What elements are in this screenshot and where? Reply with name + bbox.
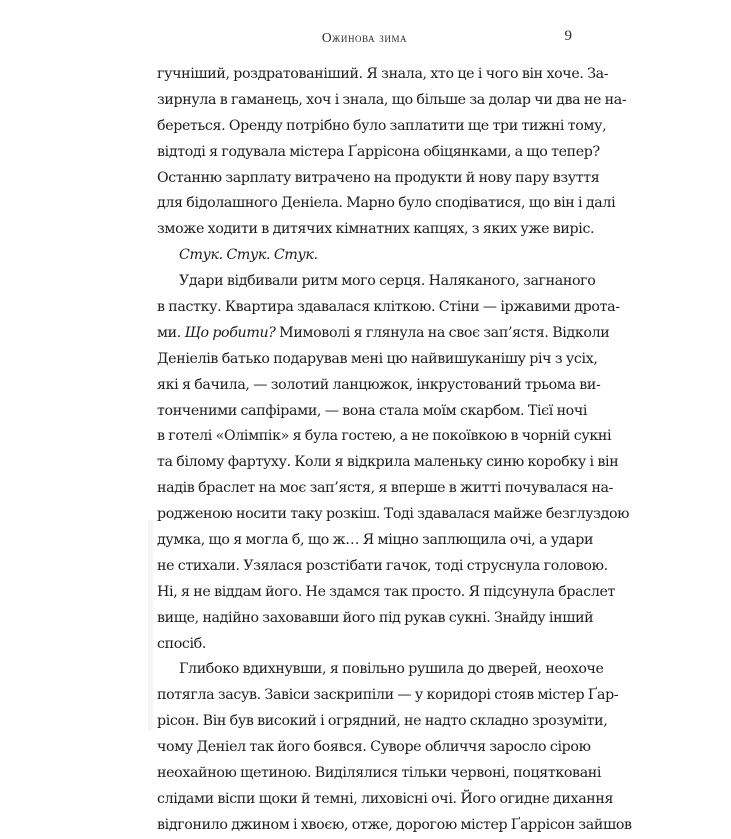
text-line: зможе ходити в дитячих кімнатних капцях, з яких уже виріс. <box>157 221 595 238</box>
text-line: потягла засув. Завіси заскрипіли — у коридорі стояв містер Ґар- <box>157 687 619 704</box>
text-line: чому Деніел так його боявся. Суворе обличчя заросло сірою <box>157 739 591 756</box>
text-line: відтоді я годувала містера Ґаррісона обіцянками, а що тепер? <box>157 143 600 160</box>
page-number: 9 <box>564 28 572 44</box>
text-line: думка, що я могла б, що ж… Я міцно заплющила очі, а удари <box>157 532 594 549</box>
text-line: слідами віспи щоки й темні, лиховісні очі. Його огидне дихання <box>157 790 614 807</box>
text-line: для бідолашного Деніела. Марно було сподіватися, що він і далі <box>157 195 616 212</box>
text-line: в готелі «Олімпік» я була гостею, а не покоївкою в чорній сукні <box>157 428 612 445</box>
text-line: Глибоко вдихнувши, я повільно рушила до дверей, неохоче <box>179 661 604 678</box>
text-line: береться. Оренду потрібно було заплатити ще три тижні тому, <box>157 117 607 134</box>
text-line: Ні, я не віддам його. Не здамся так просто. Я підсунула браслет <box>157 583 616 600</box>
running-header <box>157 30 572 52</box>
text-line: Деніелів батько подарував мені цю найвишуканішу річ з усіх, <box>157 350 598 367</box>
text-line-italic: Стук. Стук. Стук. <box>179 247 318 264</box>
text-line: надів браслет на моє зап’ястя, я вперше в житті почувалася на- <box>157 480 614 497</box>
text-line: родженою носити таку розкіш. Тоді здавалася майже безглуздою <box>157 506 630 523</box>
text-line: в пастку. Квартира здавалася кліткою. Стіни — іржавими дрота- <box>157 299 620 316</box>
text-line: неохайною щетиною. Виділялися тільки червоні, поцятковані <box>157 765 602 782</box>
text-line: які я бачила, — золотий ланцюжок, інкрустований трьома ви- <box>157 376 601 393</box>
text-line: рісон. Він був високий і огрядний, не надто складно зрозуміти, <box>157 713 608 730</box>
text-line: не стихали. Узялася розстібати гачок, тоді струснула головою. <box>157 557 608 574</box>
body-text <box>157 62 632 839</box>
text-line-mixed <box>157 321 610 347</box>
text-line: Останню зарплату витрачено на продукти й нову пару взуття <box>157 169 600 186</box>
text-segment-italic: Що робити? <box>184 324 276 341</box>
running-title: Ожинова зима <box>321 30 408 45</box>
text-segment: ми. <box>157 324 185 341</box>
text-line: тонченими сапфірами, — вона стала моїм скарбом. Тієї ночі <box>157 402 588 419</box>
text-line: спосіб. <box>157 635 207 652</box>
page-edge-shadow <box>148 520 154 731</box>
text-line: відгонило джином і хвоєю, отже, дорогою містер Ґаррісон зайшов <box>157 816 632 833</box>
text-line: зирнула в гаманець, хоч і знала, що більше за долар чи два не на- <box>157 91 627 108</box>
text-line: та білому фартуху. Коли я відкрила маленьку синю коробку і він <box>157 454 619 471</box>
text-line: Удари відбивали ритм мого серця. Наляканого, загнаного <box>179 273 596 290</box>
text-line: вище, надійно заховавши його під рукав сукні. Знайду інший <box>157 609 594 626</box>
text-line: гучніший, роздратованіший. Я знала, хто це і чого він хоче. За- <box>157 66 609 82</box>
text-segment: Мимоволі я глянула на своє зап’ястя. Відколи <box>275 324 610 341</box>
